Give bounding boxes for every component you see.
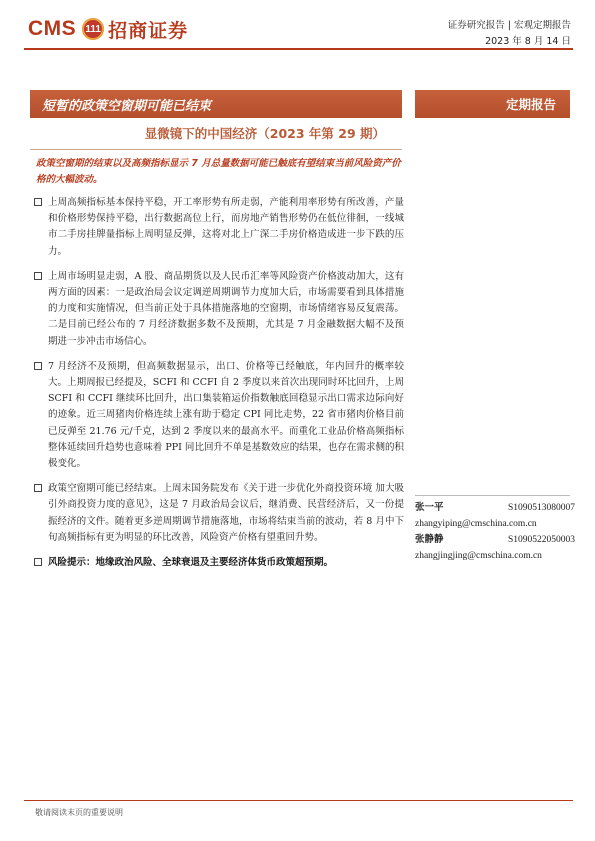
bullet-item xyxy=(32,195,404,260)
risk-warning xyxy=(32,555,404,571)
analyst-license: S1090522050003 xyxy=(507,535,575,545)
headline: 短暂的政策空窗期可能已结束 xyxy=(42,99,212,114)
logo-text-en: CMS xyxy=(28,17,77,40)
analyst-email[interactable]: zhangjingjing@cmschina.com.cn xyxy=(415,551,542,561)
checkbox-bullet-icon xyxy=(34,362,42,370)
subtitle-divider xyxy=(30,149,402,150)
report-category: 证券研究报告 | 宏观定期报告 xyxy=(447,20,571,31)
checkbox-bullet-icon xyxy=(34,558,42,566)
analyst-name: 张静静 xyxy=(415,534,444,545)
checkbox-bullet-icon xyxy=(34,198,42,206)
header-meta xyxy=(448,18,571,50)
bullet-item xyxy=(32,269,404,350)
footer-divider xyxy=(24,800,573,801)
bullet-text: 上周市场明显走弱，A 股、商品期货以及人民币汇率等风险资产价格波动加大，这有两方面的因素：一是政治局会议定调逆周期调节力度加大后，市场需要看到具体措施的力度和实施情况，但当前正处于具体措施落地的空窗期，市场情绪容易反复震荡。二是目前已经公布的 7 月经济数据多数不及预期，尤其是 7 月金融数据大幅不及预期进一步冲击市场信心。 xyxy=(48,270,404,347)
logo-text-cn: 招商证券 xyxy=(108,19,189,42)
analyst-card xyxy=(415,532,575,564)
report-date: 2023 年 8 月 14 日 xyxy=(485,36,571,47)
checkbox-bullet-icon xyxy=(34,484,42,492)
bullet-list xyxy=(32,195,404,580)
cms-logo xyxy=(28,14,188,44)
checkbox-bullet-icon xyxy=(34,272,42,280)
page-subtitle: 显微镜下的中国经济（2023 年第 29 期） xyxy=(144,126,385,141)
report-type: 定期报告 xyxy=(505,97,556,112)
summary-text: 政策空窗期的结束以及高频指标显示 7 月总量数据可能已触底有望结束当前风险资产价格的大幅波动。 xyxy=(36,158,401,185)
header-divider xyxy=(24,48,573,50)
logo-badge-icon: 111 xyxy=(82,18,104,40)
footer-note: 敬请阅读末页的重要说明 xyxy=(35,808,123,817)
analyst-divider xyxy=(415,495,570,496)
analyst-card xyxy=(415,500,575,532)
risk-text: 风险提示：地缘政治风险、全球衰退及主要经济体货币政策超预期。 xyxy=(48,557,334,569)
bullet-text: 7 月经济不及预期，但高频数据显示，出口、价格等已经触底，年内回升的概率较大。上期周报已经提及，SCFI 和 CCFI 自 2 季度以来首次出现同时环比回升，上周 SCFI 和 CCFI 继续环比回升，出口集装箱运价指数触底回稳显示出口需求边际向好的迹象。近三周猪肉价格连续上涨有助于稳定 CPI 同比走势，22 省市猪肉价格目前已反弹至 21.76 元/千克，达到 2 季度以来的最高水平。而重化工业品价格高频指标整体延续回升趋势也意味着 PPI 同比回升不单是基数效应的结果，也存在需求侧的积极变化。 xyxy=(48,360,404,470)
analyst-license: S1090513080007 xyxy=(507,503,575,513)
bullet-item xyxy=(32,481,404,546)
analyst-email[interactable]: zhangyiping@cmschina.com.cn xyxy=(415,519,537,529)
report-type-bar xyxy=(415,90,570,118)
bullet-text: 上周高频指标基本保持平稳，开工率形势有所走弱，产能利用率形势有所改善，产量和价格形势保持平稳，出行数据高位上行，而房地产销售形势仍在低位徘徊，一线城市二手房挂牌量指标上周明显反弹，这将对北上广深二手房价格造成进一步下跌的压力。 xyxy=(48,197,404,257)
bullet-item xyxy=(32,359,404,472)
analyst-name: 张一平 xyxy=(415,502,444,513)
bullet-text: 政策空窗期可能已经结束。上周末国务院发布《关于进一步优化外商投资环境 加大吸引外商投资力度的意见》，这是 7 月政治局会议后，继消费、民营经济后，又一份提振经济的文件。随着更多逆周期调节措施落地，市场将结束当前的波动，若 8 月中下旬高频指标有更为明显的环比改善，风险资产价格有望重回升势。 xyxy=(48,483,404,543)
headline-bar xyxy=(30,90,402,118)
